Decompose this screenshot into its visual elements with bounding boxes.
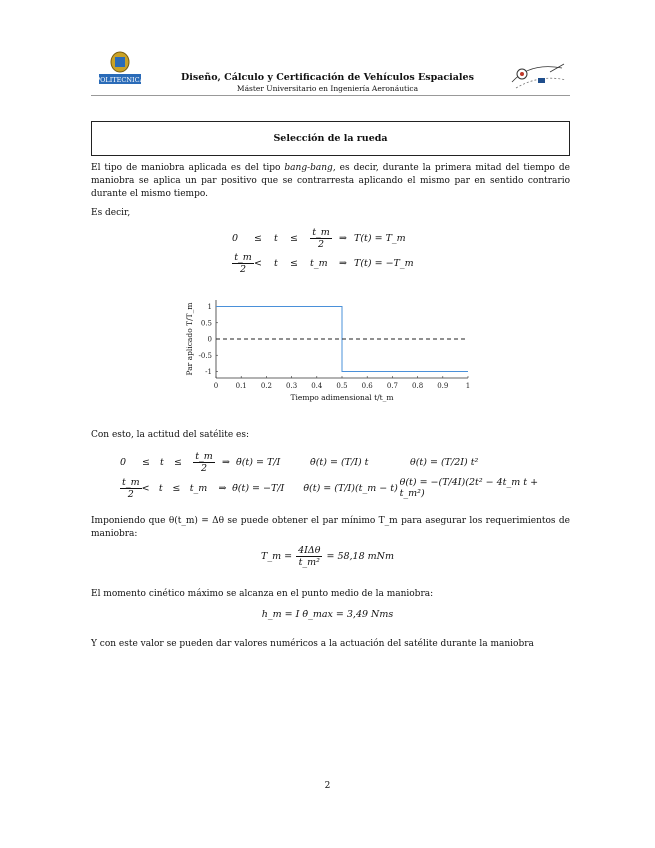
eq2-r1-op1: ≤ bbox=[142, 456, 150, 468]
y-tick-label: -1 bbox=[205, 368, 212, 376]
eq2-r2-accel: θ̈(t) = −T/I bbox=[232, 482, 285, 494]
eq3-frac: $\frac{\text{4IΔθ}}{\text{t\_m²}}$ bbox=[298, 545, 321, 568]
eq2-r2-op1: < bbox=[141, 482, 150, 494]
eq2-r1-frac: $\frac{t\_m}{2}$ bbox=[195, 450, 213, 474]
eq2-r2-vel: θ̇(t) = (T/I)(t_m − t) bbox=[303, 482, 398, 494]
eq1-r1-op2: ≤ bbox=[290, 232, 298, 244]
eq3-lhs: T_m = bbox=[261, 551, 293, 562]
intro-emphasis: bang-bang bbox=[284, 163, 333, 173]
header-title: Diseño, Cálculo y Certificación de Vehículos Espaciales bbox=[181, 72, 474, 83]
y-axis-label: Par aplicado T/T_m bbox=[185, 302, 194, 376]
actitud-intro: Con esto, la actitud del satélite es: bbox=[91, 430, 249, 440]
x-tick-label: 0.8 bbox=[412, 382, 424, 390]
eq2-r1-vel: θ̇(t) = (T/I) t bbox=[310, 456, 369, 468]
header-subtitle: Máster Universitario en Ingeniería Aeronáutica bbox=[236, 84, 419, 93]
eq1-r1-lhs: 0 bbox=[232, 232, 239, 244]
eq2-r1-t: t bbox=[160, 456, 164, 468]
eq1-r1-result: T(t) = T_m bbox=[354, 232, 406, 244]
x-tick-label: 0.6 bbox=[361, 382, 373, 390]
x-tick-label: 1 bbox=[465, 382, 471, 390]
eq2-r2-rhs: t_m bbox=[189, 482, 208, 494]
eq2-r1-op2: ≤ bbox=[174, 456, 182, 468]
x-tick-label: 0.9 bbox=[437, 382, 449, 390]
equation-angular-momentum: h_m = I θ̇_max = 3,49 Nms bbox=[261, 609, 394, 620]
eq2-r1-pos: θ(t) = (T/2I) t² bbox=[410, 456, 479, 468]
x-tick-label: 0.2 bbox=[260, 382, 272, 390]
final-paragraph: Y con este valor se pueden dar valores numéricos a la actuación del satélite durante la maniobra bbox=[91, 639, 534, 649]
eq1-row-1 bbox=[232, 226, 432, 250]
eq2-r2-frac: $\frac{t\_m}{2}$ bbox=[122, 476, 140, 500]
eq2-r2-t: t bbox=[158, 482, 163, 494]
satellite-logo bbox=[510, 60, 568, 94]
page-number: 2 bbox=[324, 781, 331, 791]
eq1-r1-op1: ≤ bbox=[254, 232, 262, 244]
logo-text: POLITECNICA bbox=[98, 76, 142, 84]
torque-chart bbox=[178, 292, 478, 410]
eq2-r2-pos: θ(t) = −(T/4I)(2t² − 4t_m t + t_m²) bbox=[399, 477, 539, 499]
equation-torque-cases bbox=[232, 226, 432, 276]
eq1-r2-frac: $\frac{t\_m}{2}$ bbox=[234, 251, 252, 275]
eq2-r1-accel: θ̈(t) = T/I bbox=[236, 456, 281, 468]
eq1-row-2 bbox=[232, 250, 432, 276]
x-axis-label: Tiempo adimensional t/t_m bbox=[290, 393, 394, 402]
intro-text-2: , es decir, durante la primera mitad del tiempo de maniobra se aplica un par positivo que se contrarresta aplicando el mismo par en sentido contrario durante el mismo tiempo. bbox=[91, 163, 570, 199]
eq1-r2-op2: ≤ bbox=[290, 257, 298, 269]
y-tick-label: -0.5 bbox=[198, 351, 212, 360]
eq1-r1-frac: $\frac{t\_m}{2}$ bbox=[312, 226, 330, 250]
y-tick-label: 0 bbox=[207, 335, 212, 344]
eq2-row-2 bbox=[120, 475, 560, 501]
x-tick-label: 0.7 bbox=[386, 382, 398, 390]
x-tick-label: 0.4 bbox=[311, 382, 323, 390]
intro-paragraph bbox=[91, 162, 570, 201]
eq2-r1-implies: ⇒ bbox=[222, 456, 230, 468]
equation-attitude bbox=[120, 449, 560, 501]
y-tick-label: 1 bbox=[207, 303, 212, 311]
x-tick-label: 0.5 bbox=[336, 382, 348, 390]
x-tick-label: 0.1 bbox=[235, 382, 247, 390]
eq2-r2-op2: ≤ bbox=[172, 482, 181, 494]
eq1-r2-rhs: t_m bbox=[310, 257, 328, 269]
y-tick-label: 0.5 bbox=[200, 319, 212, 328]
eq2-r1-lhs: 0 bbox=[120, 456, 127, 468]
eq2-row-1 bbox=[120, 449, 560, 475]
x-tick-label: 0.3 bbox=[286, 382, 298, 390]
eq3-rhs: = 58,18 mNm bbox=[326, 551, 394, 562]
intro-text-1: El tipo de maniobra aplicada es del tipo bbox=[91, 163, 285, 173]
eq1-r2-implies: ⇒ bbox=[339, 257, 347, 269]
es-decir: Es decir, bbox=[91, 208, 131, 218]
imponiendo-paragraph: Imponiendo que θ(t_m) = Δθ se puede obtener el par mínimo T_m para asegurar los requerimientos de maniobra: bbox=[91, 516, 570, 539]
eq1-r1-t: t bbox=[274, 232, 278, 244]
header-rule bbox=[91, 95, 570, 96]
eq1-r1-implies: ⇒ bbox=[339, 232, 347, 244]
momento-paragraph: El momento cinético máximo se alcanza en el punto medio de la maniobra: bbox=[91, 589, 434, 599]
x-tick-label: 0 bbox=[213, 382, 219, 390]
equation-min-torque bbox=[0, 545, 655, 568]
eq1-r2-op1: < bbox=[254, 257, 262, 269]
eq2-r2-implies: ⇒ bbox=[218, 482, 227, 494]
section-title-box bbox=[91, 121, 570, 156]
eq1-r2-result: T(t) = −T_m bbox=[354, 257, 414, 269]
eq1-r2-t: t bbox=[274, 257, 278, 269]
section-title: Selección de la rueda bbox=[273, 133, 388, 144]
